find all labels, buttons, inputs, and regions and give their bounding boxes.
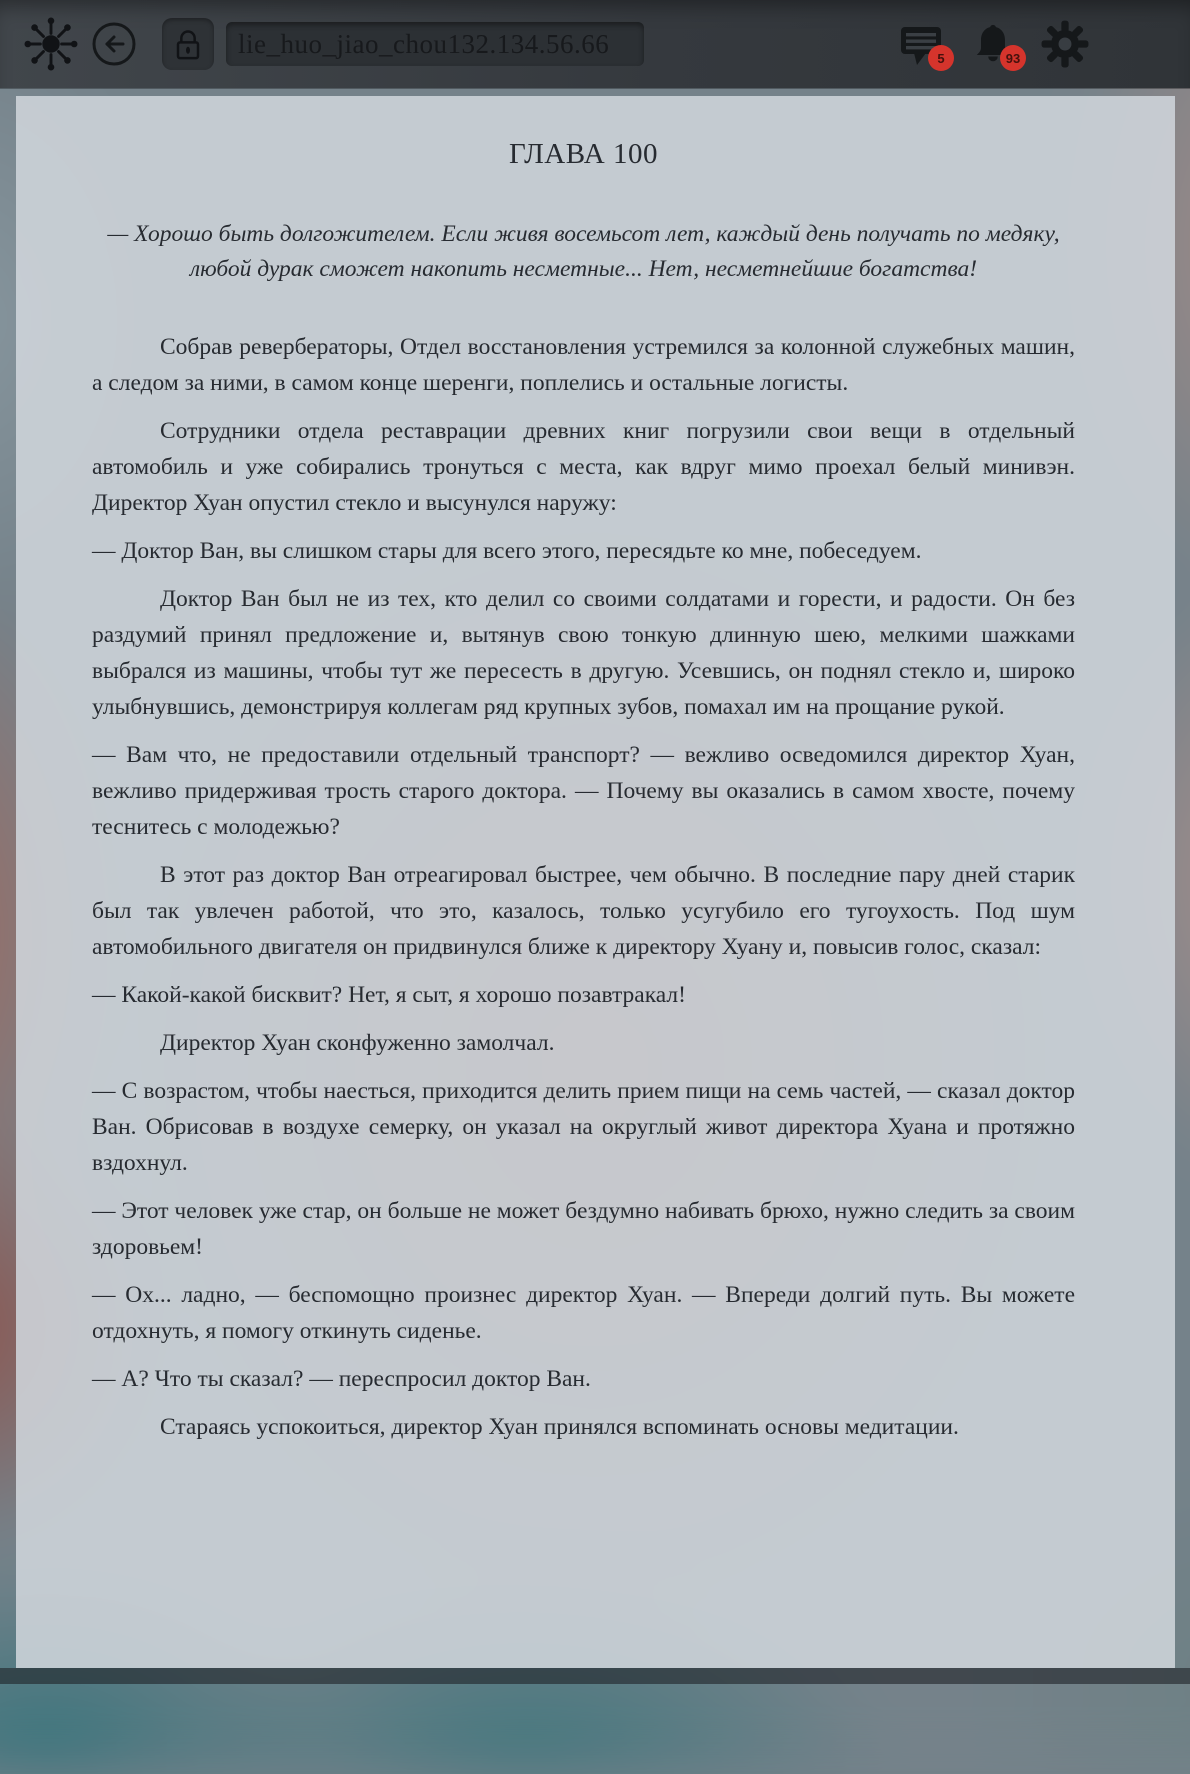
chapter-dialogue-line: — Какой-какой бисквит? Нет, я сыт, я хорошо позавтракал! xyxy=(92,982,686,1008)
chapter-dialogue-line: — Этот человек уже стар, он больше не может бездумно набивать брюхо, нужно следить за своим здоровьем! xyxy=(92,1198,1075,1260)
chapter-dialogue-line: — Ох... ладно, — беспомощно произнес директор Хуан. — Впереди долгий путь. Вы можете отдохнуть, я помогу откинуть сиденье. xyxy=(92,1282,1075,1344)
messages-button[interactable] xyxy=(896,19,946,69)
notifications-badge: 93 xyxy=(1000,45,1026,71)
chapter-title: ГЛАВА 100 xyxy=(509,138,658,170)
lock-button[interactable] xyxy=(162,18,214,70)
chapter-content xyxy=(16,96,1175,1445)
chapter-paragraph: Собрав ревербераторы, Отдел восстановления устремился за колонной служебных машин, а следом за ними, в самом конце шеренги, поплелись и остальные логисты. xyxy=(92,334,1075,396)
back-arrow-icon xyxy=(107,37,123,51)
bottom-bar xyxy=(0,1668,1190,1684)
settings-button[interactable] xyxy=(1040,19,1090,69)
messages-badge: 5 xyxy=(928,45,954,71)
network-icon[interactable] xyxy=(20,13,82,75)
url-input[interactable] xyxy=(226,29,644,60)
address-bar[interactable] xyxy=(226,22,644,66)
gear-icon xyxy=(1040,18,1090,70)
notifications-button[interactable] xyxy=(968,19,1021,69)
lock-icon xyxy=(168,24,208,64)
chapter-dialogue-line: — С возрастом, чтобы наесться, приходится делить прием пищи на семь частей, — сказал доктор Ван. Обрисовав в воздухе семерку, он указал на округлый живот директора Хуана и протяжно вздохнул. xyxy=(92,1078,1075,1176)
topbar-status-group xyxy=(896,19,1090,69)
chapter-paragraph: Стараясь успокоиться, директор Хуан принялся вспоминать основы медитации. xyxy=(160,1414,959,1440)
chapter-paragraph: Доктор Ван был не из тех, кто делил со своими солдатами и горести, и радости. Он без раздумий принял предложение и, вытянув свою тонкую длинную шею, мелкими шажками выбрался из машины, чтобы тут же пересесть в другую. Усевшись, он поднял стекло и, широко улыбнувшись, демонстрируя коллегам ряд крупных зубов, помахал им на прощание рукой. xyxy=(92,586,1075,720)
chapter-dialogue-line: — А? Что ты сказал? — переспросил доктор Ван. xyxy=(92,1366,591,1392)
chapter-paragraph: Директор Хуан сконфуженно замолчал. xyxy=(160,1030,555,1056)
top-bar xyxy=(0,0,1190,88)
chapter-dialogue-line: — Вам что, не предоставили отдельный транспорт? — вежливо осведомился директор Хуан, вежливо придерживая трость старого доктора. — Почему вы оказались в самом хвосте, почему теснитесь с молодежью? xyxy=(92,742,1075,840)
chapter-body xyxy=(92,329,1075,1445)
reader-page xyxy=(16,96,1175,1668)
chapter-dialogue-line: — Доктор Ван, вы слишком стары для всего этого, пересядьте ко мне, побеседуем. xyxy=(92,538,922,564)
chapter-epigraph: — Хорошо быть долгожителем. Если живя восемьсот лет, каждый день получать по медяку, любой дурак сможет накопить несметные... Нет, несметнейшие богатства! xyxy=(107,221,1060,282)
back-button[interactable] xyxy=(90,20,138,68)
chapter-paragraph: Сотрудники отдела реставрации древних книг погрузили свои вещи в отдельный автомобиль и уже собирались тронуться с места, как вдруг мимо проехал белый минивэн. Директор Хуан опустил стекло и высунулся наружу: xyxy=(92,418,1075,516)
chapter-paragraph: В этот раз доктор Ван отреагировал быстрее, чем обычно. В последние пару дней старик был так увлечен работой, что это, казалось, только усугубило его тугоухость. Под шум автомобильного двигателя он придвинулся ближе к директору Хуану и, повысив голос, сказал: xyxy=(92,862,1075,960)
